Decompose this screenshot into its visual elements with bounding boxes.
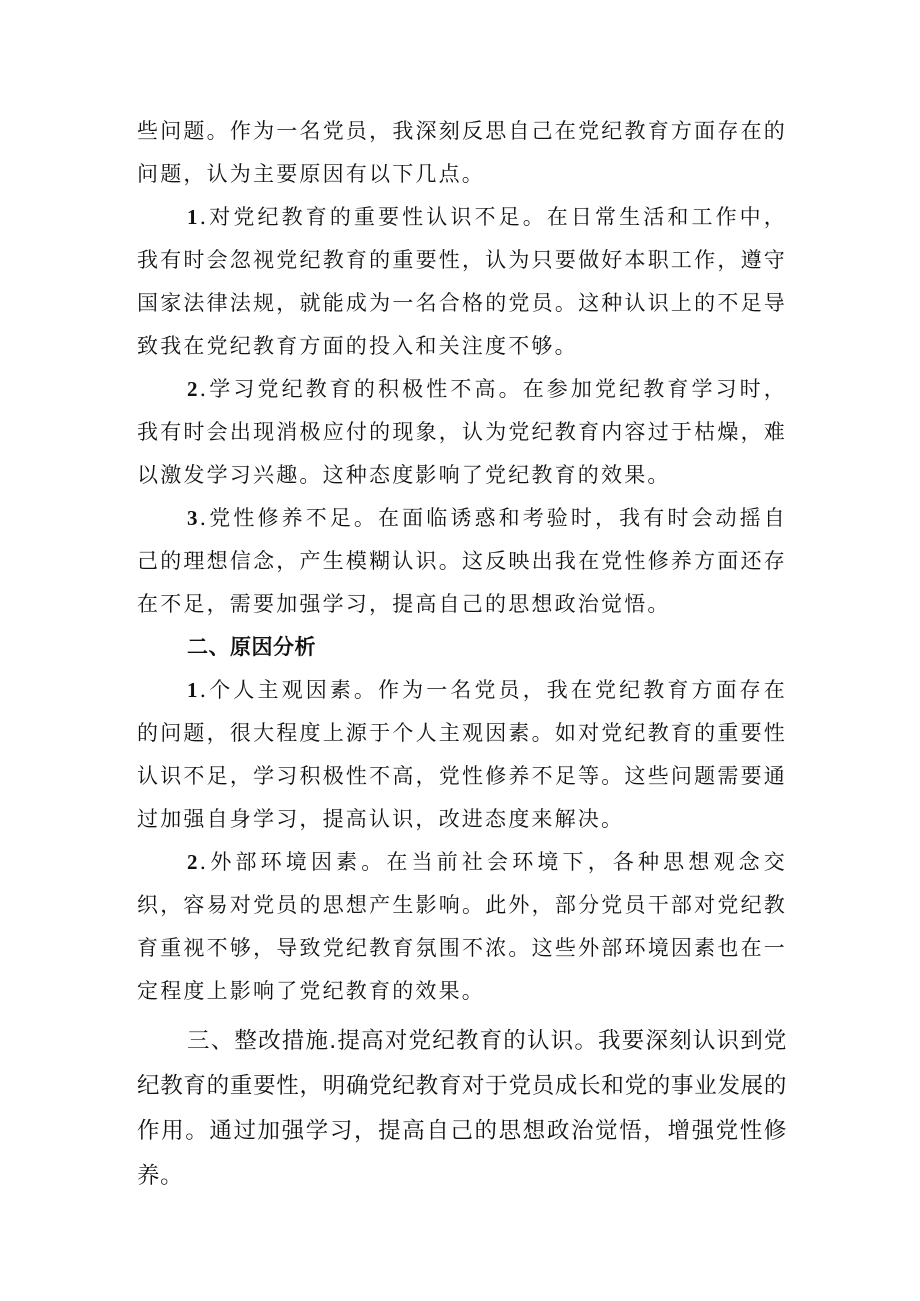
problem-text-1: .对党纪教育的重要性认识不足。在日常生活和工作中，我有时会忽视党纪教育的重要性，认为只要做好本职工作，遵守国家法律法规，就能成为一名合格的党员。这种认识上的不足导致我在党纪教育方面的投入和关注度不够。: [137, 205, 787, 358]
document-body: [137, 110, 787, 1199]
problem-number-1: 1: [187, 205, 198, 229]
cause-number-2: 2: [187, 850, 198, 874]
cause-text-2: .外部环境因素。在当前社会环境下，各种思想观念交织，容易对党员的思想产生影响。此外，部分党员干部对党纪教育重视不够，导致党纪教育氛围不浓。这些外部环境因素也在一定程度上影响了党纪教育的效果。: [137, 850, 787, 1003]
problem-item-3: [137, 497, 787, 626]
problem-text-2: .学习党纪教育的积极性不高。在参加党纪教育学习时，我有时会出现消极应付的现象，认为党纪教育内容过于枯燥，难以激发学习兴趣。这种态度影响了党纪教育的效果。: [137, 377, 787, 487]
cause-item-2: [137, 841, 787, 1013]
cause-item-1: [137, 669, 787, 841]
problem-text-3: .党性修养不足。在面临诱惑和考验时，我有时会动摇自己的理想信念，产生模糊认识。这反映出我在党性修养方面还存在不足，需要加强学习，提高自己的思想政治觉悟。: [137, 506, 787, 616]
problem-number-2: 2: [187, 377, 198, 401]
section-heading-cause-analysis: 二、原因分析: [187, 635, 316, 659]
intro-text: 些问题。作为一名党员，我深刻反思自己在党纪教育方面存在的问题，认为主要原因有以下几点。: [137, 119, 787, 186]
cause-text-1: .个人主观因素。作为一名党员，我在党纪教育方面存在的问题，很大程度上源于个人主观因素。如对党纪教育的重要性认识不足，学习积极性不高，党性修养不足等。这些问题需要通过加强自身学习，提高认识，改进态度来解决。: [137, 678, 787, 831]
cause-number-1: 1: [187, 678, 198, 702]
intro-paragraph: [137, 110, 787, 196]
problem-item-2: [137, 368, 787, 497]
problem-number-3: 3: [187, 506, 198, 530]
problem-item-1: [137, 196, 787, 368]
rectification-paragraph: 三、整改措施.提高对党纪教育的认识。我要深刻认识到党纪教育的重要性，明确党纪教育对于党员成长和党的事业发展的作用。通过加强学习，提高自己的思想政治觉悟，增强党性修养。: [137, 1028, 787, 1189]
